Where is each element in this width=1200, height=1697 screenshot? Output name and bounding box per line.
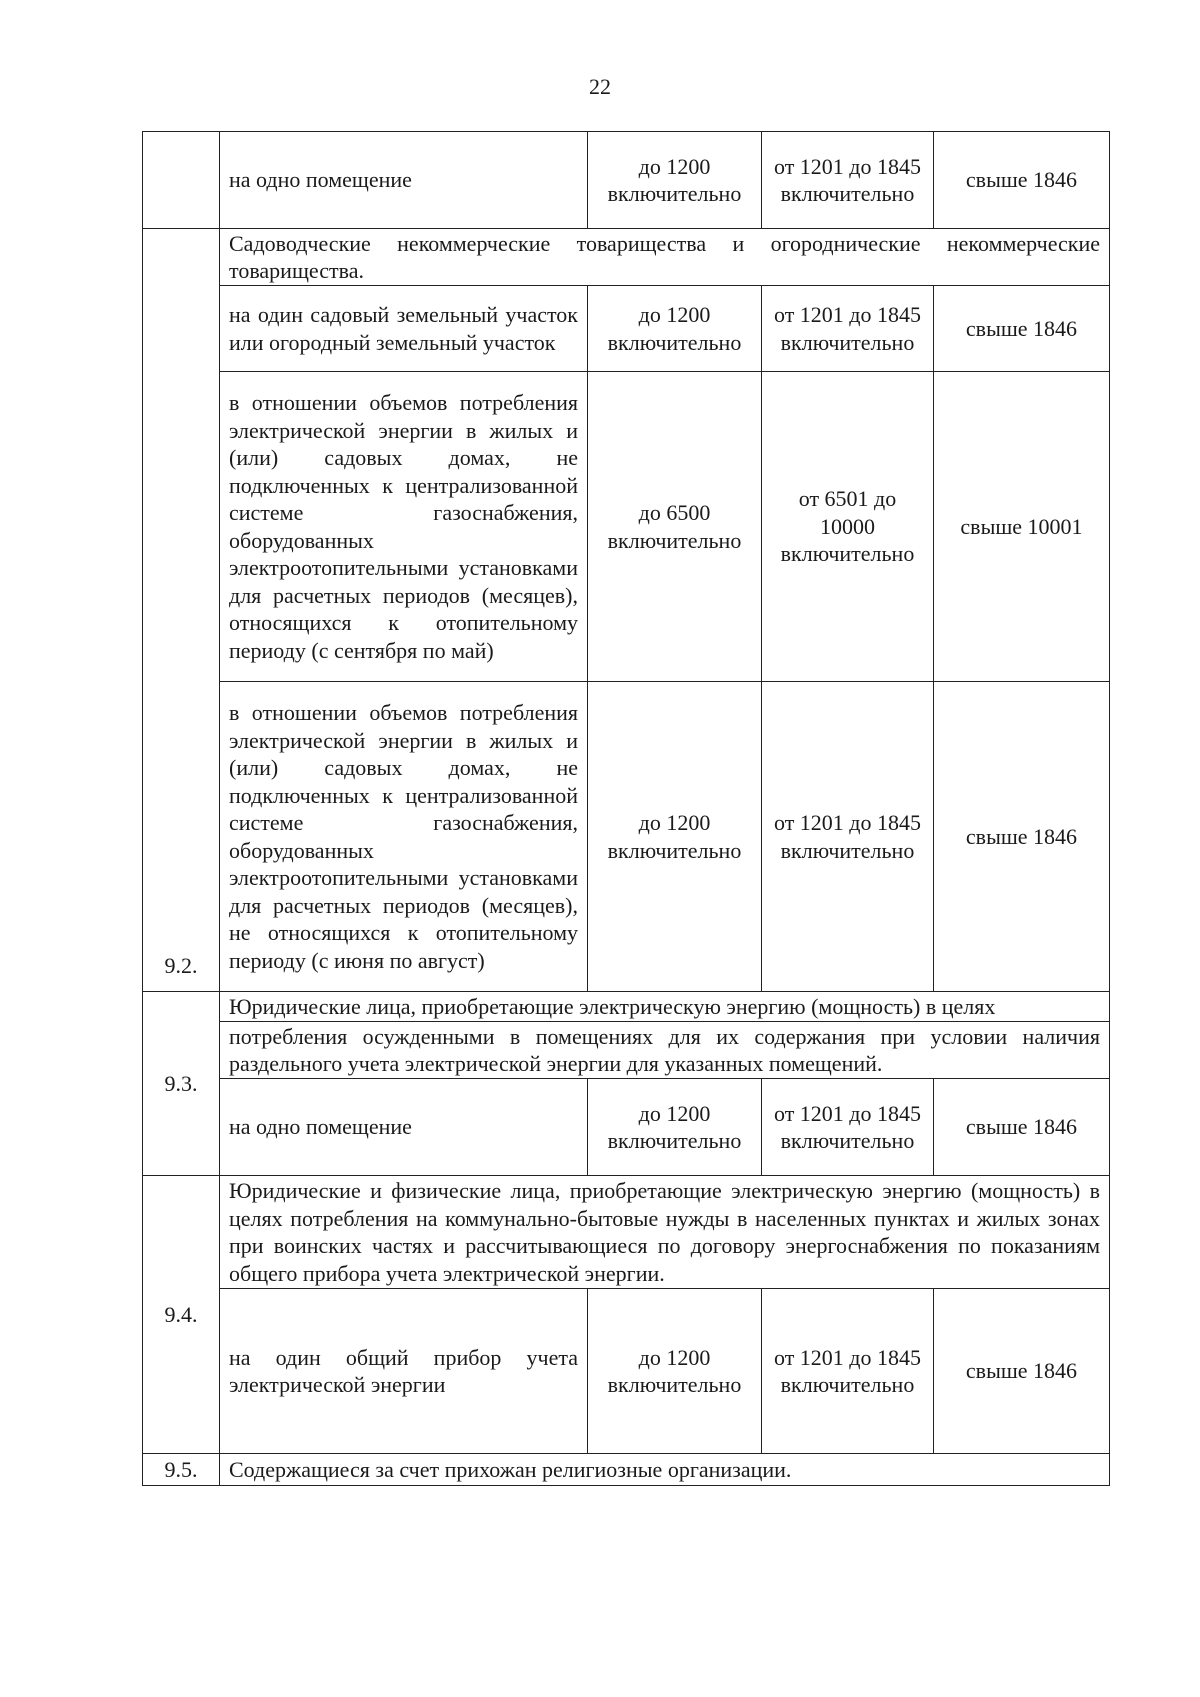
low-range-cell: до 6500 включительно <box>588 372 762 682</box>
section-number-9-2: 9.2. <box>143 229 220 992</box>
table-row <box>143 286 1110 372</box>
table-row <box>143 132 1110 229</box>
row-number-cell <box>143 132 220 229</box>
table-row <box>143 1289 1110 1454</box>
section-number-9-5: 9.5. <box>143 1454 220 1486</box>
low-range-cell: до 1200 включительно <box>588 286 762 372</box>
page-number: 22 <box>589 74 611 99</box>
mid-range-cell: от 1201 до 1845 включительно <box>762 682 934 992</box>
section-header-row <box>143 992 1110 1022</box>
low-range-cell: до 1200 включительно <box>588 132 762 229</box>
row-description: на один садовый земельный участок или огородный земельный участок <box>220 286 588 372</box>
high-range-cell: свыше 1846 <box>934 286 1110 372</box>
section-header-row <box>143 1454 1110 1486</box>
high-range-cell: свыше 1846 <box>934 682 1110 992</box>
row-description: на одно помещение <box>220 132 588 229</box>
table-row <box>143 682 1110 992</box>
high-range-cell: свыше 1846 <box>934 1289 1110 1454</box>
section-header-row <box>143 229 1110 286</box>
section-title-9-3-line-1: Юридические лица, приобретающие электрическую энергию (мощность) в целях <box>220 992 1110 1022</box>
high-range-cell: свыше 1846 <box>934 1079 1110 1176</box>
low-range-cell: до 1200 включительно <box>588 1289 762 1454</box>
section-header-row <box>143 1176 1110 1289</box>
section-number-9-4: 9.4. <box>143 1176 220 1454</box>
section-title-9-3-line-2: потребления осужденными в помещениях для их содержания при условии наличия раздельного учета электрической энергии для указанных помещений. <box>220 1022 1110 1079</box>
mid-range-cell: от 1201 до 1845 включительно <box>762 286 934 372</box>
mid-range-cell: от 6501 до 10000 включительно <box>762 372 934 682</box>
low-range-cell: до 1200 включительно <box>588 682 762 992</box>
section-header-row <box>143 1022 1110 1079</box>
mid-range-cell: от 1201 до 1845 включительно <box>762 132 934 229</box>
high-range-cell: свыше 10001 <box>934 372 1110 682</box>
section-title-9-4: Юридические и физические лица, приобретающие электрическую энергию (мощность) в целях потребления на коммунально-бытовые нужды в населенных пунктах и жилых зонах при воинских частях и рассчитывающиеся по договору энергоснабжения по показаниям общего прибора учета электрической энергии. <box>220 1176 1110 1289</box>
section-number-9-3: 9.3. <box>143 992 220 1176</box>
mid-range-cell: от 1201 до 1845 включительно <box>762 1079 934 1176</box>
high-range-cell: свыше 1846 <box>934 132 1110 229</box>
section-title-9-2: Садоводческие некоммерческие товарищества и огороднические некоммерческие товарищества. <box>220 229 1110 286</box>
table-row <box>143 372 1110 682</box>
low-range-cell: до 1200 включительно <box>588 1079 762 1176</box>
row-description: в отношении объемов потребления электрической энергии в жилых и (или) садовых домах, не подключенных к централизованной системе газоснабжения, оборудованных электроотопительными установками для расчетных периодов (месяцев), не относящихся к отопительному периоду (с июня по август) <box>220 682 588 992</box>
row-description: на одно помещение <box>220 1079 588 1176</box>
mid-range-cell: от 1201 до 1845 включительно <box>762 1289 934 1454</box>
row-description: на один общий прибор учета электрической энергии <box>220 1289 588 1454</box>
row-description: в отношении объемов потребления электрической энергии в жилых и (или) садовых домах, не подключенных к централизованной системе газоснабжения, оборудованных электроотопительными установками для расчетных периодов (месяцев), относящихся к отопительному периоду (с сентября по май) <box>220 372 588 682</box>
section-title-9-5: Содержащиеся за счет прихожан религиозные организации. <box>220 1454 1110 1486</box>
table-row <box>143 1079 1110 1176</box>
tariff-volume-table <box>142 131 1110 1486</box>
